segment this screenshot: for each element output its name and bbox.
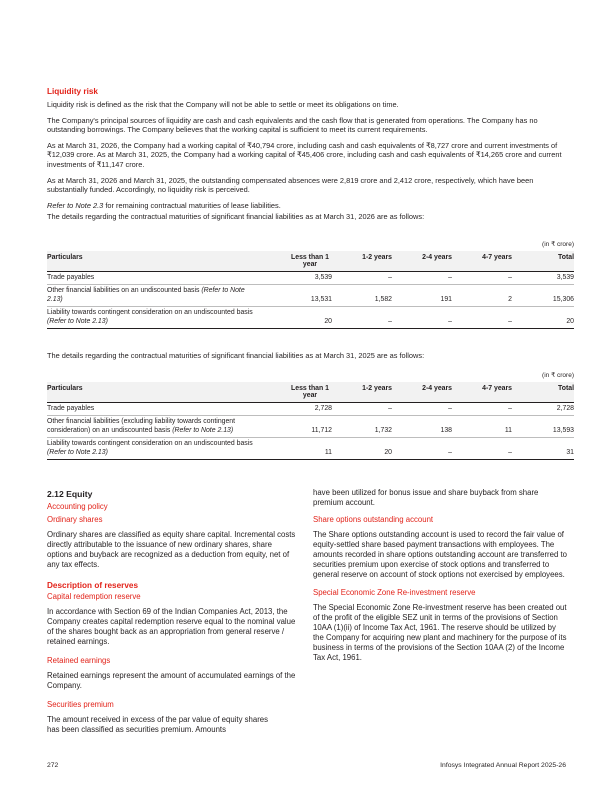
cell: – xyxy=(452,403,512,416)
securities-premium-continued xyxy=(313,488,568,508)
cell: – xyxy=(332,307,392,329)
securities-premium-text-clip xyxy=(47,715,297,735)
sez-heading: Special Economic Zone Re-investment reserve xyxy=(313,588,476,597)
accounting-policy-heading: Accounting policy xyxy=(47,502,108,511)
equity-left-column xyxy=(47,489,297,735)
col-4-7-years: 4-7 years xyxy=(452,251,512,272)
securities-premium-text: The amount received in excess of the par value of equity shares has been classified as securities premium. Amounts xyxy=(47,715,269,734)
table-header-row xyxy=(47,251,574,272)
cell: – xyxy=(332,272,392,285)
col-1-2-years: 1-2 years xyxy=(332,251,392,272)
lease-note-ref: Refer to Note 2.3 xyxy=(47,200,104,210)
securities-premium-heading: Securities premium xyxy=(47,700,114,709)
cell: – xyxy=(452,438,512,460)
liquidity-para-1: Liquidity risk is defined as the risk that the Company will not be able to settle or meet its obligations on time. xyxy=(47,100,399,109)
maturities-table-2026 xyxy=(47,251,574,329)
col-2-4-years: 2-4 years xyxy=(392,251,452,272)
cell: 11 xyxy=(452,416,512,438)
table-header-row xyxy=(47,382,574,403)
row-label-text: Trade payables xyxy=(47,274,95,281)
table-row xyxy=(47,307,574,329)
cell: 13,593 xyxy=(512,416,574,438)
table-row xyxy=(47,438,574,460)
cell: 1,582 xyxy=(332,285,392,307)
cell: 20 xyxy=(332,438,392,460)
cell: 31 xyxy=(512,438,574,460)
lease-note-text: for remaining contractual maturities of lease liabilities. xyxy=(103,200,281,210)
row-label-text: Liability towards contingent consideration on an undiscounted basis xyxy=(47,440,253,448)
row-label xyxy=(47,438,272,460)
cell: 13,531 xyxy=(272,285,332,307)
cell: 2,728 xyxy=(512,403,574,416)
liquidity-heading: Liquidity risk xyxy=(47,87,98,96)
col-2-4-years: 2-4 years xyxy=(392,382,452,403)
cell: 191 xyxy=(392,285,452,307)
sez-text: The Special Economic Zone Re-investment reserve has been created out of the profit of the eligible SEZ unit in terms of the provisions of Section 10AA (1)(ii) of Income Tax Act, 1961. The reserve should be utilized by the Company for acquiring new plant and machinery for the purpose of its business in terms of the provisions of the Section 10AA (2) of the Income Tax Act, 1961. xyxy=(313,603,567,662)
retained-earnings-heading: Retained earnings xyxy=(47,656,111,665)
liquidity-para-7: The details regarding the contractual maturities of significant financial liabilities as at March 31, 2025 are as follows: xyxy=(47,351,425,360)
table-row xyxy=(47,272,574,285)
share-options-heading: Share options outstanding account xyxy=(313,515,434,524)
col-1-2-years: 1-2 years xyxy=(332,382,392,403)
report-title: Infosys Integrated Annual Report 2025-26 xyxy=(440,762,566,769)
table-row xyxy=(47,403,574,416)
cell: – xyxy=(392,438,452,460)
row-label-text: Liability towards contingent consideration on an undiscounted basis xyxy=(47,309,253,317)
page-number: 272 xyxy=(47,762,59,769)
row-label xyxy=(47,403,272,416)
table1-unit: (in ₹ crore) xyxy=(542,241,574,248)
col-less-than-1-year: Less than 1 year xyxy=(272,382,332,403)
cell: 20 xyxy=(512,307,574,329)
table2-unit: (in ₹ crore) xyxy=(542,372,574,379)
equity-heading: 2.12 Equity xyxy=(47,489,93,499)
liquidity-para-4: As at March 31, 2026 and March 31, 2025, the outstanding compensated absences were 2,819 crore and 2,412 crore, respectively, which have been substantially funded. Accordingly, no liquidity risk is perceived. xyxy=(47,175,534,195)
liquidity-para-3: As at March 31, 2026, the Company had a working capital of ₹40,794 crore, including cash and cash equivalents of ₹8,727 crore and current investments of ₹12,039 crore. As at March 31, 2025, the Company had a working capital of ₹45,406 crore, including cash and cash equivalents of ₹14,265 crore and current investments of ₹11,147 crore. xyxy=(47,140,562,169)
capital-redemption-heading: Capital redemption reserve xyxy=(47,592,141,601)
ordinary-shares-text: Ordinary shares are classified as equity share capital. Incremental costs directly attributable to the issuance of new ordinary shares, share options and buyback are recognized as a deduction from equity, net of any tax effects. xyxy=(47,530,296,569)
table-row xyxy=(47,285,574,307)
cell: 2,728 xyxy=(272,403,332,416)
row-note: (Refer to Note 2.13) xyxy=(47,287,245,303)
cell: 20 xyxy=(272,307,332,329)
share-options-text: The Share options outstanding account is used to record the fair value of equity-settled share based payment transactions with employees. The amounts recorded in share options outstanding account are transferred to securities premium upon exercise of stock options and transferred to general reserve on account of stock options not exercised by employees. xyxy=(313,530,567,579)
col-total: Total xyxy=(512,382,574,403)
equity-right-column xyxy=(313,488,568,663)
ordinary-shares-heading: Ordinary shares xyxy=(47,515,103,524)
liquidity-para-5 xyxy=(47,201,567,211)
cell: – xyxy=(392,272,452,285)
row-note: (Refer to Note 2.13) xyxy=(47,448,108,456)
cell: – xyxy=(452,307,512,329)
row-label-text: Trade payables xyxy=(47,405,95,412)
table2 xyxy=(47,382,574,460)
cell: 138 xyxy=(392,416,452,438)
row-note: (Refer to Note 2.13) xyxy=(47,317,108,325)
row-label xyxy=(47,307,272,329)
col-less-than-1-year: Less than 1 year xyxy=(272,251,332,272)
row-label xyxy=(47,416,272,438)
cell: – xyxy=(392,403,452,416)
col-total: Total xyxy=(512,251,574,272)
cell: 15,306 xyxy=(512,285,574,307)
cell: 3,539 xyxy=(512,272,574,285)
liquidity-para-2: The Company's principal sources of liquidity are cash and cash equivalents and the cash flow that is generated from operations. The Company has no outstanding borrowings. The Company believes that the working capital is sufficient to meet its current requirements. xyxy=(47,115,538,135)
table1 xyxy=(47,251,574,329)
cell: 11,712 xyxy=(272,416,332,438)
cell: – xyxy=(392,307,452,329)
liquidity-section xyxy=(47,87,567,222)
row-note: (Refer to Note 2.13) xyxy=(172,426,234,434)
col-4-7-years: 4-7 years xyxy=(452,382,512,403)
capital-redemption-text: In accordance with Section 69 of the Indian Companies Act, 2013, the Company creates capital redemption reserve equal to the nominal value of the shares bought back as an appropriation from general reserve / retained earnings. xyxy=(47,607,296,646)
description-of-reserves-heading: Description of reserves xyxy=(47,581,139,590)
row-label xyxy=(47,285,272,307)
cell: – xyxy=(332,403,392,416)
securities-premium-continued-text xyxy=(313,488,568,508)
maturities-table-2025 xyxy=(47,382,574,460)
cell: 2 xyxy=(452,285,512,307)
table-row xyxy=(47,416,574,438)
cell: 11 xyxy=(272,438,332,460)
col-particulars: Particulars xyxy=(47,382,272,403)
row-label-text: Other financial liabilities on an undiscounted basis xyxy=(47,287,202,295)
cell: 3,539 xyxy=(272,272,332,285)
row-label xyxy=(47,272,272,285)
cell: 1,732 xyxy=(332,416,392,438)
cell: – xyxy=(452,272,512,285)
row-label-text: Other financial liabilities (excluding liability towards contingent consideration) on an undiscounted basis xyxy=(47,418,236,434)
retained-earnings-text: Retained earnings represent the amount of accumulated earnings of the Company. xyxy=(47,671,296,690)
liquidity-para-6: The details regarding the contractual maturities of significant financial liabilities as at March 31, 2026 are as follows: xyxy=(47,212,425,222)
col-particulars: Particulars xyxy=(47,251,272,272)
securities-premium-tail: have been utilized for bonus issue and share buyback from share premium account. xyxy=(313,488,539,507)
